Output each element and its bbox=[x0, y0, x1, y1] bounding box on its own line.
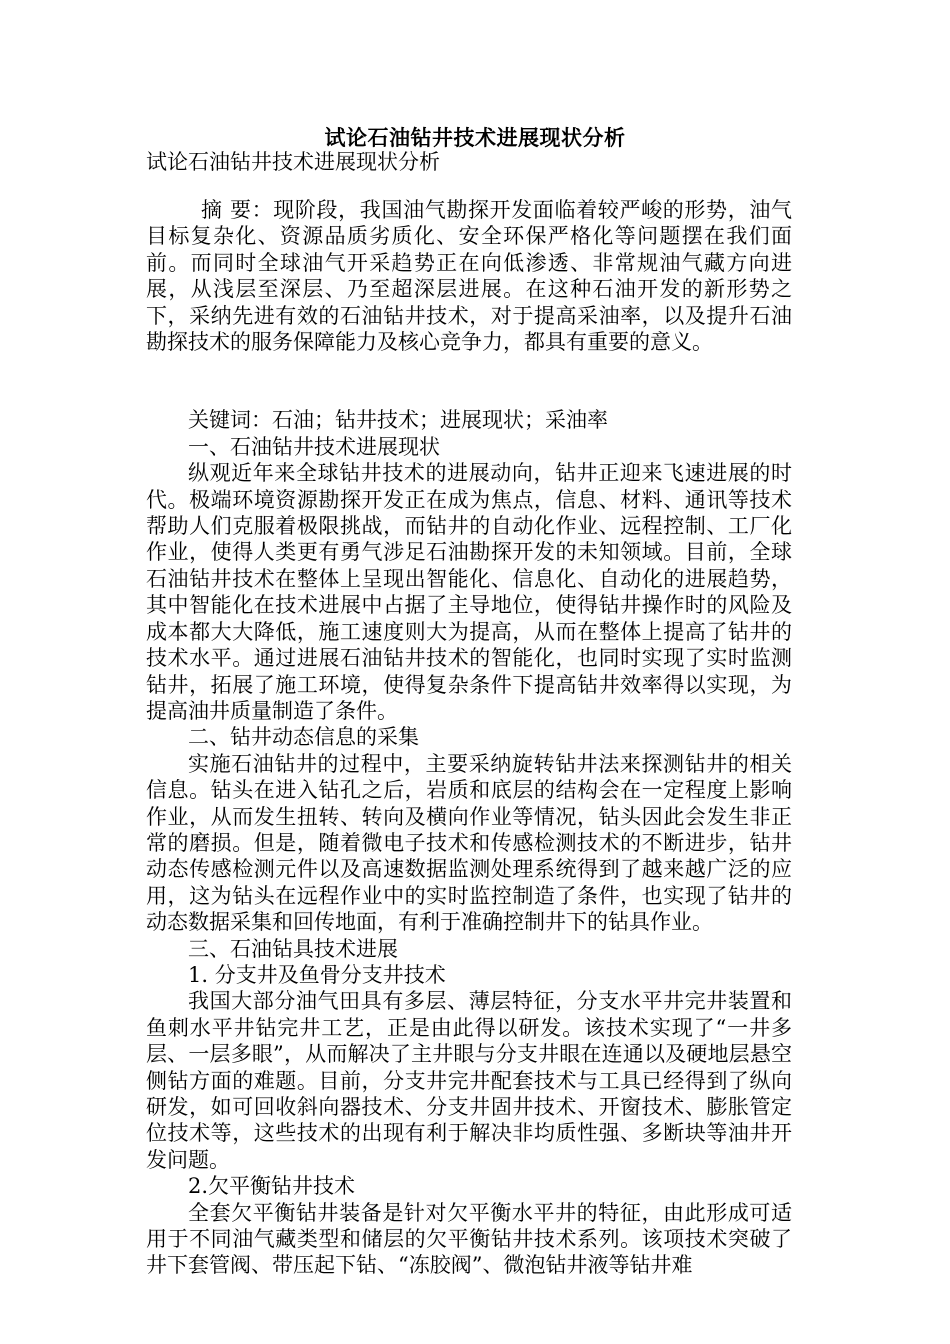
subsection-heading-2: 2.欠平衡钻井技术 bbox=[188, 1174, 356, 1199]
keywords-line: 关键词：石油；钻井技术；进展现状；采油率 bbox=[188, 408, 608, 433]
section-heading-1: 一、石油钻井技术进展现状 bbox=[188, 434, 440, 459]
subsection-heading-1: 1. 分支井及鱼骨分支井技术 bbox=[188, 962, 446, 987]
abstract-paragraph: 摘 要：现阶段，我国油气勘探开发面临着较严峻的形势，油气目标复杂化、资源品质劣质化、安全环保严格化等问题摆在我们面前。而同时全球油气开采趋势正在向低渗透、非常规油气藏方向进展，从浅层至深层、乃至超深层进展。在这种石油开发的新形势之下，采纳先进有效的石油钻井技术，对于提高采油率，以及提升石油勘探技术的服务保障能力及核心竞争力，都具有重要的意义。 bbox=[146, 198, 792, 355]
document-title: 试论石油钻井技术进展现状分析 bbox=[324, 125, 626, 150]
body-paragraph-2: 实施石油钻井的过程中，主要采纳旋转钻井法来探测钻井的相关信息。钻头在进入钻孔之后，岩质和底层的结构会在一定程度上影响作业，从而发生扭转、转向及横向作业等情况，钻头因此会发生非正常的磨损。但是，随着微电子技术和传感检测技术的不断进步，钻井动态传感检测元件以及高速数据监测处理系统得到了越来越广泛的应用，这为钻头在远程作业中的实时监控制造了条件，也实现了钻井的动态数据采集和回传地面，有利于准确控制井下的钻具作业。 bbox=[146, 751, 792, 935]
section-heading-3: 三、石油钻具技术进展 bbox=[188, 936, 398, 961]
section-heading-2: 二、钻井动态信息的采集 bbox=[188, 725, 419, 750]
document-body bbox=[146, 197, 792, 1279]
body-paragraph-1: 纵观近年来全球钻井技术的进展动向，钻井正迎来飞速进展的时代。极端环境资源勘探开发正在成为焦点，信息、材料、通讯等技术帮助人们克服着极限挑战，而钻井的自动化作业、远程控制、工厂化作业，使得人类更有勇气涉足石油勘探开发的未知领域。目前，全球石油钻井技术在整体上呈现出智能化、信息化、自动化的进展趋势，其中智能化在技术进展中占据了主导地位，使得钻井操作时的风险及成本都大大降低，施工速度则大为提高，从而在整体上提高了钻井的技术水平。通过进展石油钻井技术的智能化，也同时实现了实时监测钻井，拓展了施工环境，使得复杂条件下提高钻井效率得以实现，为提高油井质量制造了条件。 bbox=[146, 461, 792, 723]
document-subtitle: 试论石油钻井技术进展现状分析 bbox=[146, 150, 440, 174]
spacer bbox=[146, 355, 792, 407]
body-paragraph-4: 全套欠平衡钻井装备是针对欠平衡水平井的特征，由此形成可适用于不同油气藏类型和储层的欠平衡钻井技术系列。该项技术突破了井下套管阀、带压起下钻、“冻胶阀”、微泡钻井液等钻井难 bbox=[146, 1200, 792, 1278]
body-paragraph-3: 我国大部分油气田具有多层、薄层特征，分支水平井完井装置和鱼刺水平井钻完井工艺，正是由此得以研发。该技术实现了“一井多层、一层多眼”，从而解决了主井眼与分支井眼在连通以及硬地层悬空侧钻方面的难题。目前，分支井完井配套技术与工具已经得到了纵向研发，如可回收斜向器技术、分支井固井技术、开窗技术、膨胀管定位技术等，这些技术的出现有利于解决非均质性强、多断块等油井开发问题。 bbox=[146, 989, 792, 1172]
